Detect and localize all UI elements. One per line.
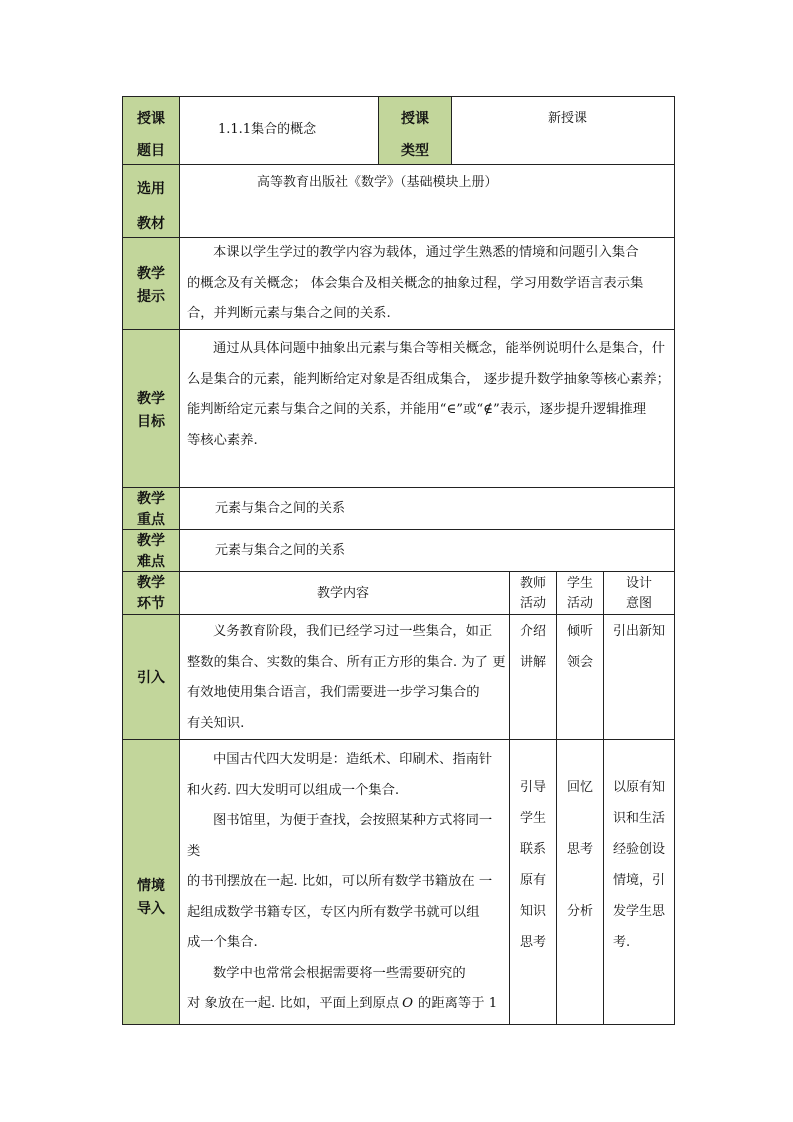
label-lesson-title: 授课 题目 (122, 96, 180, 165)
teaching-tips-text: 本课以学生学过的教学内容为载体，通过学生熟悉的情境和问题引入集合 的概念及有关概念； 体会集合及相关概念的抽象过程，学习用数学语言表示集 合，并判断元素与集合之间的关系. (187, 245, 644, 321)
scenario-student-cell: 回忆 思考 分析 (556, 739, 604, 1025)
label-difficulties: 教学 难点 (122, 529, 180, 572)
label-lesson-type: 授课 类型 (378, 96, 452, 165)
scenario-content-cell (179, 739, 510, 1025)
scenario-design-cell: 以原有知 识和生活 经验创设 情境，引 发学生思 考. (603, 739, 675, 1025)
lesson-title-cell (179, 96, 379, 165)
lesson-type-cell (451, 96, 675, 165)
lesson-title: 1.1.1集合的概念 (218, 122, 317, 137)
teaching-goals-cell (179, 329, 675, 488)
introduction-student-cell: 倾听 领会 (556, 614, 604, 740)
content-header: 教学内容 (317, 586, 370, 601)
label-teaching-tips: 教学 提示 (122, 237, 180, 330)
design-header-cell: 设计 意图 (603, 571, 675, 615)
label-scenario-intro: 情境 导入 (122, 739, 180, 1025)
difficulties-value: 元素与集合之间的关系 (215, 543, 346, 558)
introduction-text: 义务教育阶段，我们已经学习过一些集合，如正 整数的集合、实数的集合、所有正方形的集合. 为了 更 有效地使用集合语言，我们需要进一步学习集合的 有关知识. (187, 624, 506, 731)
teacher-header-cell: 教师 活动 (509, 571, 557, 615)
label-teaching-goals: 教学 目标 (122, 329, 180, 488)
teaching-goals-text: 通过从具体问题中抽象出元素与集合等相关概念，能举例说明什么是集合，什 么是集合的元素，能判断给定对象是否组成集合， 逐步提升数学抽象等核心素养； 能判断给定元素与集合之间的关系，并能用“∈”或“∉”表示，逐步提升逻辑推理 等核心素养. (187, 341, 670, 448)
origin-symbol: O (402, 996, 414, 1011)
student-header-cell: 学生 活动 (556, 571, 604, 615)
label-teaching-stage: 教学 环节 (122, 571, 180, 615)
label-textbook: 选用 教材 (122, 164, 180, 238)
scenario-teacher-cell: 引导 学生 联系 原有 知识 思考 (509, 739, 557, 1025)
textbook-value: 高等教育出版社《数学》（基础模块上册） (257, 175, 498, 190)
content-header-cell (179, 571, 510, 615)
key-points-value: 元素与集合之间的关系 (215, 501, 346, 516)
label-introduction: 引入 (122, 614, 180, 740)
key-points-cell (179, 487, 675, 530)
scenario-text: 中国古代四大发明是：造纸术、印刷术、指南针 和火药. 四大发明可以组成一个集合. 图书馆里，为便于查找，会按照某种方式将同一 类 的书刊摆放在一起. 比如，可以所有数学书籍放在 一 起组成数学书籍专区，专区内所有数学书就可以组 成一个集合. 数学中也常常会根据需要将一些需要研究的 对 象放在一起. 比如，平面上到原点 O 的距离等于 1 (187, 752, 498, 1011)
introduction-design-cell: 引出新知 (603, 614, 675, 740)
introduction-teacher-cell: 介绍 讲解 (509, 614, 557, 740)
label-key-points: 教学 重点 (122, 487, 180, 530)
introduction-content-cell (179, 614, 510, 740)
lesson-type: 新授课 (548, 111, 588, 126)
textbook-cell (179, 164, 675, 238)
teaching-tips-cell (179, 237, 675, 330)
difficulties-cell (179, 529, 675, 572)
